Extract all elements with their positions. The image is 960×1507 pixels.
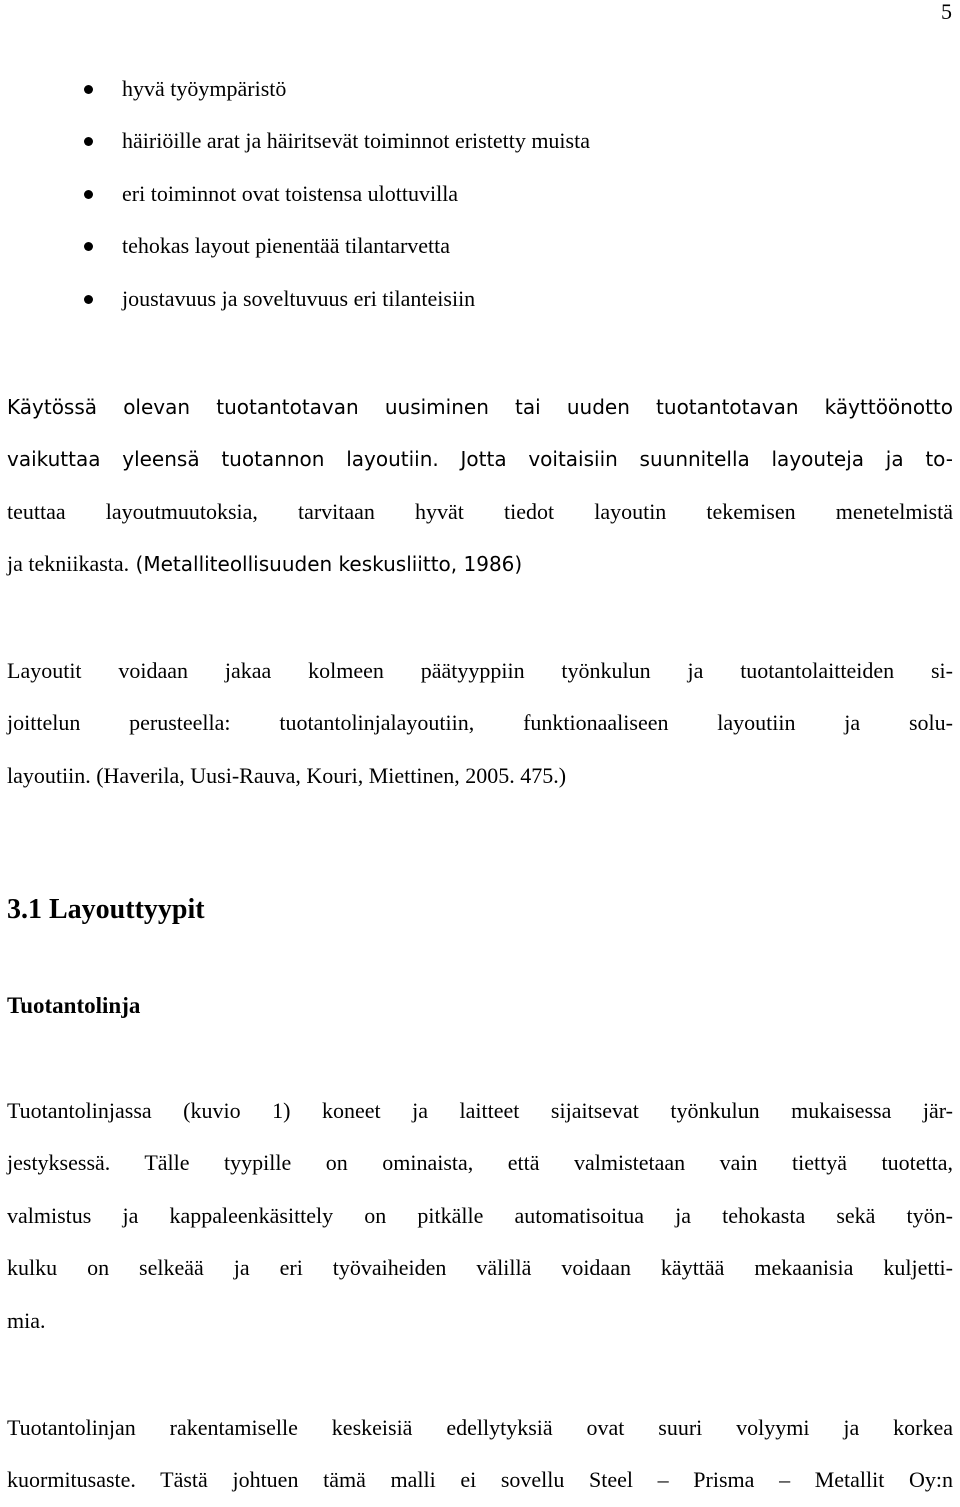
paragraph-line: kulku on selkeää ja eri työvaiheiden välillä voidaan käyttää mekaanisia kuljetti- bbox=[7, 1255, 953, 1281]
list-item bbox=[0, 115, 960, 167]
list-item-text: joustavuus ja soveltuvuus eri tilanteisiin bbox=[122, 285, 476, 311]
bullet-icon bbox=[84, 242, 93, 251]
paragraph-line: mia. bbox=[7, 1307, 46, 1333]
paragraph-line: Käytössä olevan tuotantotavan uusiminen tai uuden tuotantotavan käyttöönotto bbox=[7, 395, 953, 419]
list-item-text: hyvä työympäristö bbox=[122, 76, 287, 101]
paragraph-line: Tuotantolinjassa (kuvio 1) koneet ja laitteet sijaitsevat työnkulun mukaisessa jär- bbox=[7, 1098, 953, 1123]
paragraph-line: teuttaa layoutmuutoksia, tarvitaan hyvät tiedot layoutin tekemisen menetelmistä bbox=[7, 498, 953, 524]
paragraph-line bbox=[7, 538, 953, 590]
paragraph-layout-types bbox=[7, 645, 953, 802]
bullet-list bbox=[0, 63, 960, 325]
paragraph-line: Layoutit voidaan jakaa kolmeen päätyyppiin työnkulun ja tuotantolaitteiden si- bbox=[7, 658, 953, 683]
bullet-icon bbox=[84, 137, 93, 146]
paragraph-line: jestyksessä. Tälle tyypille on ominaista, että valmistetaan vain tiettyä tuotetta, bbox=[7, 1150, 953, 1176]
paragraph-layout-renewal bbox=[7, 381, 953, 591]
list-item-text: tehokas layout pienentää tilantarvetta bbox=[122, 233, 451, 259]
paragraph-production-line bbox=[7, 1085, 953, 1347]
line-fragment: (Metalliteollisuuden keskusliitto, 1986) bbox=[129, 552, 523, 577]
line-fragment: Jotta voitaisiin suunnitella layouteja ja to- bbox=[438, 447, 953, 472]
list-item bbox=[0, 273, 960, 325]
page-number: 5 bbox=[941, 0, 952, 24]
bullet-icon bbox=[84, 295, 93, 304]
list-item bbox=[0, 63, 960, 115]
bullet-icon bbox=[84, 190, 93, 199]
paragraph-line: kuormitusaste. Tästä johtuen tämä malli ei sovellu Steel – Prisma – Metallit Oy:n bbox=[7, 1467, 953, 1493]
paragraph-line: valmistus ja kappaleenkäsittely on pitkälle automatisoitua ja tehokasta sekä työn- bbox=[7, 1202, 953, 1228]
paragraph-line: Tuotantolinjan rakentamiselle keskeisiä edellytyksiä ovat suuri volyymi ja korkea bbox=[7, 1415, 953, 1440]
list-item bbox=[0, 220, 960, 272]
list-item bbox=[0, 168, 960, 220]
paragraph-production-line-requirements bbox=[7, 1402, 953, 1507]
line-fragment: vaikuttaa yleensä tuotannon layoutiin. bbox=[7, 447, 439, 472]
paragraph-line: joittelun perusteella: tuotantolinjalayoutiin, funktionaaliseen layoutiin ja solu- bbox=[7, 710, 953, 736]
list-item-text: eri toiminnot ovat toistensa ulottuvilla bbox=[122, 180, 459, 206]
line-fragment: ja tekniikasta. bbox=[7, 551, 130, 577]
subsection-heading: Tuotantolinja bbox=[7, 993, 141, 1018]
bullet-icon bbox=[84, 85, 93, 94]
paragraph-line bbox=[7, 433, 953, 485]
paragraph-line: layoutiin. (Haverila, Uusi-Rauva, Kouri, Miettinen, 2005. 475.) bbox=[7, 762, 567, 788]
list-item-text: häiriöille arat ja häiritsevät toiminnot eristetty muista bbox=[122, 128, 590, 154]
section-heading: 3.1 Layouttyypit bbox=[7, 894, 205, 925]
